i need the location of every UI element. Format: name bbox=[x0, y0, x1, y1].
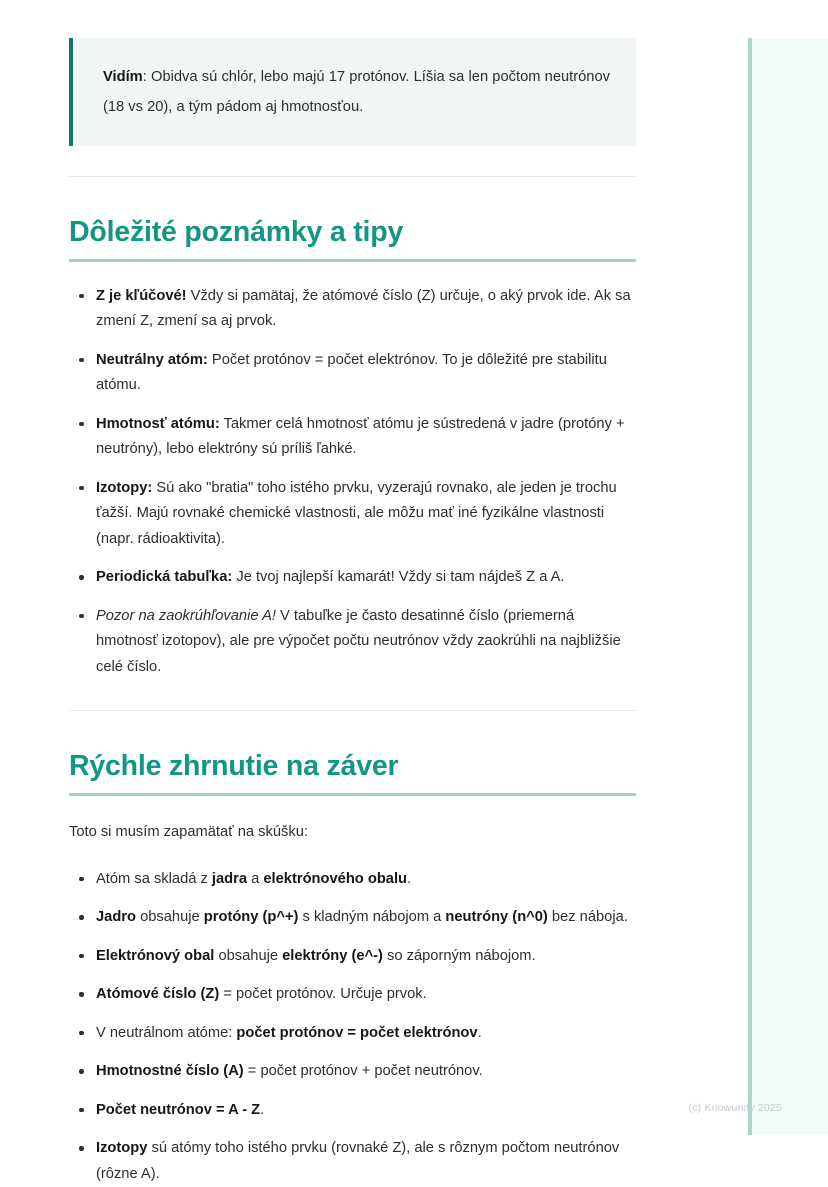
list-item-bold: Počet neutrónov = A - Z bbox=[96, 1102, 260, 1118]
list-item-bold: počet protónov = počet elektrónov bbox=[236, 1025, 477, 1041]
document-content bbox=[69, 0, 636, 1187]
list-item-mid-2: s kladným nábojom a bbox=[298, 909, 445, 925]
list-item-text: = počet protónov + počet neutrónov. bbox=[244, 1063, 483, 1079]
list-item bbox=[69, 1059, 636, 1085]
list-item-bold-2: protóny (p^+) bbox=[204, 909, 299, 925]
heading-underline-2 bbox=[69, 793, 636, 796]
list-item bbox=[69, 867, 636, 893]
summary-lead-text: Toto si musím zapamätať na skúšku: bbox=[69, 820, 636, 845]
callout-separator: : bbox=[143, 69, 151, 85]
callout-box bbox=[69, 38, 636, 146]
list-item-text: bez náboja. bbox=[548, 909, 628, 925]
callout-body: Obidva sú chlór, lebo majú 17 protónov. Líšia sa len počtom neutrónov (18 vs 20), a tým pádom aj hmotnosťou. bbox=[103, 69, 610, 115]
list-item-bold: Elektrónový obal bbox=[96, 948, 214, 964]
callout-text bbox=[103, 62, 610, 122]
list-item-text: Je tvoj najlepší kamarát! Vždy si tam nájdeš Z a A. bbox=[232, 569, 564, 585]
list-item-bold: Hmotnostné číslo (A) bbox=[96, 1063, 244, 1079]
list-item-text: Vždy si pamätaj, že atómové číslo (Z) určuje, o aký prvok ide. Ak sa zmení Z, zmení sa aj prvok. bbox=[96, 288, 631, 330]
list-item-mid: a bbox=[247, 871, 263, 887]
section-divider-2 bbox=[69, 710, 636, 711]
list-item-bold: Jadro bbox=[96, 909, 136, 925]
list-item bbox=[69, 944, 636, 970]
list-item-bold-2: elektrónového obalu bbox=[263, 871, 407, 887]
list-item-bold: Izotopy: bbox=[96, 480, 152, 496]
list-item bbox=[69, 348, 636, 399]
list-item-pre: Atóm sa skladá z bbox=[96, 871, 212, 887]
list-item-bold: Z je kľúčové! bbox=[96, 288, 187, 304]
list-item bbox=[69, 1021, 636, 1047]
list-item-bold-3: neutróny (n^0) bbox=[445, 909, 547, 925]
list-item-bold: Hmotnosť atómu: bbox=[96, 416, 220, 432]
section-divider-1 bbox=[69, 176, 636, 177]
section-summary bbox=[69, 749, 636, 1187]
list-item-text: Sú ako "bratia" toho istého prvku, vyzerajú rovnako, ale jeden je trochu ťažší. Majú rovnaké chemické vlastnosti, ale môžu mať iné fyzikálne vlastnosti (napr. rádioaktivita). bbox=[96, 480, 617, 547]
list-item-bold: jadra bbox=[212, 871, 247, 887]
list-item-text: so záporným nábojom. bbox=[383, 948, 536, 964]
section-notes-tips bbox=[69, 215, 636, 680]
heading-underline-1 bbox=[69, 259, 636, 262]
list-item-bold: Izotopy bbox=[96, 1140, 147, 1156]
list-item-text: . bbox=[260, 1102, 264, 1118]
list-item-text: sú atómy toho istého prvku (rovnaké Z), ale s rôznym počtom neutrónov (rôzne A). bbox=[96, 1140, 619, 1182]
list-item-text: . bbox=[478, 1025, 482, 1041]
list-item bbox=[69, 412, 636, 463]
list-item-pre: V neutrálnom atóme: bbox=[96, 1025, 236, 1041]
footer-copyright: (c) Knowunity 2025 bbox=[0, 1102, 828, 1114]
callout-label: Vidím bbox=[103, 69, 143, 85]
list-item-text: Počet protónov = počet elektrónov. To je dôležité pre stabilitu atómu. bbox=[96, 352, 607, 394]
list-item bbox=[69, 982, 636, 1008]
list-item-mid: obsahuje bbox=[136, 909, 204, 925]
bullet-list-summary bbox=[69, 867, 636, 1187]
list-item-text: . bbox=[407, 871, 411, 887]
page-title-notes-tips: Dôležité poznámky a tipy bbox=[69, 215, 636, 249]
list-item-bold: Atómové číslo (Z) bbox=[96, 986, 219, 1002]
right-decorative-strip bbox=[748, 38, 828, 1135]
list-item-text: = počet protónov. Určuje prvok. bbox=[219, 986, 427, 1002]
page-title-summary: Rýchle zhrnutie na záver bbox=[69, 749, 636, 783]
list-item bbox=[69, 476, 636, 553]
list-item bbox=[69, 284, 636, 335]
list-item-bold-2: elektróny (e^-) bbox=[282, 948, 383, 964]
bullet-list-notes-tips bbox=[69, 284, 636, 681]
list-item-text: Takmer celá hmotnosť atómu je sústredená v jadre (protóny + neutróny), lebo elektróny sú príliš ľahké. bbox=[96, 416, 625, 458]
list-item-bold: Neutrálny atóm: bbox=[96, 352, 208, 368]
list-item-text: V tabuľke je často desatinné číslo (priemerná hmotnosť izotopov), ale pre výpočet počtu neutrónov vždy zaokrúhli na najbližšie celé číslo. bbox=[96, 608, 621, 675]
list-item bbox=[69, 1136, 636, 1187]
list-item-bold: Periodická tabuľka: bbox=[96, 569, 232, 585]
list-item bbox=[69, 604, 636, 681]
list-item bbox=[69, 905, 636, 931]
list-item-mid: obsahuje bbox=[214, 948, 282, 964]
list-item-italic: Pozor na zaokrúhľovanie A! bbox=[96, 608, 276, 624]
list-item bbox=[69, 565, 636, 591]
